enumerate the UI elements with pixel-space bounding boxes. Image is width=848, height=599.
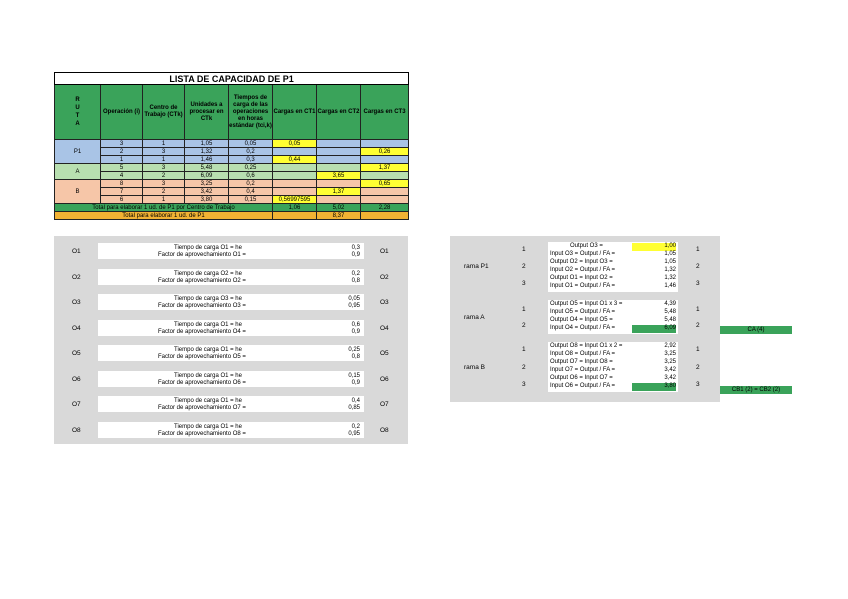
cell-ct: 1: [143, 156, 185, 164]
branch-value: 1,32: [664, 275, 676, 281]
cell-time: 0,25: [229, 164, 273, 172]
step-number: 1: [696, 346, 700, 353]
cell-ct1: [273, 188, 317, 196]
cell-ct: 3: [143, 148, 185, 156]
load-time-label: Tiempo de carga O1 = he: [174, 321, 242, 328]
utilization-label: Factor de aprovechamiento O3 =: [158, 303, 246, 309]
branch-value: 3,25: [664, 359, 676, 365]
utilization-label: Factor de aprovechamiento O7 =: [158, 405, 246, 411]
cell-ct1: 0,56997595: [273, 196, 317, 204]
table-row: [55, 188, 409, 196]
step-number: 1: [522, 306, 526, 313]
cell-op: 1: [101, 156, 143, 164]
branches-panel: [450, 236, 720, 402]
operation-id: O2: [380, 273, 389, 281]
utilization-value: 0,9: [351, 328, 360, 335]
load-time-label: Tiempo de carga O1 = he: [174, 423, 242, 430]
table-row: [55, 180, 409, 188]
operation-id: O7: [72, 401, 81, 408]
step-number: 1: [522, 246, 526, 253]
branch-line: Input O6 = Output / FA =: [550, 383, 616, 389]
cell-ct1: [273, 148, 317, 156]
operation-box: [98, 269, 364, 285]
load-time-label: Tiempo de carga O1 = he: [174, 372, 242, 379]
operation-id: O2: [72, 273, 81, 281]
cell-ct2: [317, 140, 361, 148]
branch-line: Output O7 = Input O8 =: [550, 359, 613, 365]
total-value: 8,37: [317, 212, 361, 220]
utilization-value: 0,85: [348, 405, 360, 411]
cell-ct: 3: [143, 180, 185, 188]
cell-ct3: 1,37: [361, 164, 409, 172]
operation-row: [54, 421, 408, 441]
load-time-label: Tiempo de carga O1 = he: [174, 347, 242, 353]
utilization-label: Factor de aprovechamiento O2 =: [158, 277, 246, 284]
branch-value: 1,32: [664, 267, 676, 273]
branch-value: 2,92: [664, 343, 676, 349]
operation-id: O1: [72, 248, 81, 255]
total-ct1: 1,06: [273, 204, 317, 212]
step-number: 2: [522, 364, 526, 371]
load-time-label: Tiempo de carga O1 = he: [174, 245, 242, 251]
branch-value: 5,48: [664, 309, 676, 315]
cell-op: 6: [101, 196, 143, 204]
header-unidades: Unidades a procesar en CTk: [185, 85, 229, 140]
cell-op: 8: [101, 180, 143, 188]
cell-ct: 2: [143, 172, 185, 180]
step-number: 3: [522, 280, 526, 287]
cell-ct2: [317, 196, 361, 204]
route-label: A: [55, 164, 101, 180]
utilization-label: Factor de aprovechamiento O5 =: [158, 354, 246, 360]
branch-p1-label: rama P1: [464, 263, 489, 270]
branch-value: 1,00: [632, 243, 676, 251]
operation-row: [54, 319, 408, 339]
route-label: B: [55, 180, 101, 204]
table-row: [55, 156, 409, 164]
branch-value: 3,42: [664, 367, 676, 373]
utilization-label: Factor de aprovechamiento O4 =: [158, 328, 246, 335]
table-row: [55, 148, 409, 156]
operation-box: [98, 422, 364, 438]
operation-box: [98, 371, 364, 387]
step-number: 3: [522, 381, 526, 388]
cell-op: 5: [101, 164, 143, 172]
total-ct3: 2,28: [361, 204, 409, 212]
branch-line: Output O6 = Input O7 =: [550, 375, 613, 381]
utilization-value: 0,95: [348, 430, 360, 437]
operation-row: [54, 344, 408, 364]
total-spacer: [273, 212, 317, 220]
utilization-value: 0,8: [351, 277, 360, 284]
cell-ct1: 0,44: [273, 156, 317, 164]
cell-time: 0,6: [229, 172, 273, 180]
branch-line: Output O1 = Input O2 =: [550, 275, 613, 281]
cell-units: 3,25: [185, 180, 229, 188]
step-number: 3: [696, 381, 700, 388]
operation-box: [98, 396, 364, 412]
branch-line: Output O5 = Input O1 x 3 =: [550, 301, 623, 307]
step-number: 2: [696, 364, 700, 371]
step-number: 2: [696, 322, 700, 329]
cell-ct2: [317, 164, 361, 172]
cell-ct1: [273, 164, 317, 172]
cell-ct2: [317, 156, 361, 164]
load-time-value: 0,3: [351, 245, 360, 251]
load-time-label: Tiempo de carga O1 = he: [174, 398, 242, 404]
load-time-label: Tiempo de carga O3 = he: [174, 296, 242, 302]
load-time-label: Tiempo de carga O2 = he: [174, 270, 242, 277]
cell-units: 6,09: [185, 172, 229, 180]
total-ct-row: [55, 204, 409, 212]
cell-time: 0,3: [229, 156, 273, 164]
branch-value: 1,46: [664, 283, 676, 289]
cb-tag: CB1 (2) = CB2 (2): [720, 386, 792, 394]
load-time-value: 0,2: [351, 270, 360, 277]
header-ct3: Cargas en CT3: [361, 85, 409, 140]
branch-value: 1,05: [664, 251, 676, 257]
cell-ct3: 0,26: [361, 148, 409, 156]
cell-ct2: 3,65: [317, 172, 361, 180]
operation-id: O5: [72, 350, 81, 357]
branch-line: Output O4 = Input O5 =: [550, 317, 613, 323]
step-number: 3: [696, 280, 700, 287]
operation-row: [54, 242, 408, 262]
cell-ct: 2: [143, 188, 185, 196]
operation-id: O8: [380, 426, 389, 434]
table-row: [55, 172, 409, 180]
load-time-value: 0,2: [351, 423, 360, 430]
branch-line: Input O7 = Output / FA =: [550, 367, 616, 373]
operation-id: O3: [380, 299, 389, 306]
table-row: [55, 140, 409, 148]
cell-ct2: [317, 180, 361, 188]
cell-ct2: 1,37: [317, 188, 361, 196]
cell-ct3: [361, 196, 409, 204]
header-tiempos: Tiempos de carga de las operaciones en horas estándar (tci,k): [229, 85, 273, 140]
branch-line: Output O8 = Input O1 x 2 =: [550, 343, 623, 349]
load-time-value: 0,25: [348, 347, 360, 353]
table-title: LISTA DE CAPACIDAD DE P1: [55, 73, 409, 85]
branch-line: Output O2 = Input O3 =: [550, 259, 613, 265]
cell-ct: 1: [143, 140, 185, 148]
step-number: 1: [696, 246, 700, 253]
cell-ct3: [361, 172, 409, 180]
total-label: Total para elaborar 1 ud. de P1: [55, 212, 273, 220]
cell-op: 4: [101, 172, 143, 180]
branch-a-label: rama A: [464, 314, 485, 321]
cell-units: 3,42: [185, 188, 229, 196]
cell-ct3: [361, 140, 409, 148]
load-time-value: 0,6: [351, 321, 360, 328]
branch-line: Input O8 = Output / FA =: [550, 351, 616, 357]
branch-value: 5,48: [664, 317, 676, 323]
operation-row: [54, 268, 408, 288]
operation-row: [54, 293, 408, 313]
utilization-label: Factor de aprovechamiento O6 =: [158, 379, 246, 386]
operation-id: O5: [380, 350, 389, 357]
cell-ct3: [361, 188, 409, 196]
load-time-value: 0,4: [351, 398, 360, 404]
cell-ct2: [317, 148, 361, 156]
cell-ct1: [273, 180, 317, 188]
total-ct2: 5,02: [317, 204, 361, 212]
operations-panel: [54, 236, 408, 444]
header-ct1: Cargas en CT1: [273, 85, 317, 140]
header-ruta: R U T A: [55, 85, 101, 140]
operation-id: O4: [72, 324, 81, 332]
operation-id: O3: [72, 299, 81, 306]
step-number: 1: [696, 306, 700, 313]
operation-id: O7: [380, 401, 389, 408]
header-ct2: Cargas en CT2: [317, 85, 361, 140]
branch-line: Input O3 = Output / FA =: [550, 251, 616, 257]
cell-time: 0,4: [229, 188, 273, 196]
cell-units: 3,80: [185, 196, 229, 204]
branch-line: Input O4 = Output / FA =: [550, 325, 616, 331]
operation-id: O6: [380, 375, 389, 383]
operation-id: O6: [72, 375, 81, 383]
branch-line: Input O1 = Output / FA =: [550, 283, 616, 289]
cell-time: 0,2: [229, 148, 273, 156]
header-operacion: Operación (i): [101, 85, 143, 140]
table-row: [55, 164, 409, 172]
cell-ct1: [273, 172, 317, 180]
step-number: 1: [522, 346, 526, 353]
cell-ct1: 0,05: [273, 140, 317, 148]
cell-time: 0,15: [229, 196, 273, 204]
route-label: P1: [55, 140, 101, 164]
ca-tag: CA (4): [720, 326, 792, 334]
utilization-label: Factor de aprovechamiento O8 =: [158, 430, 246, 437]
cell-time: 0,05: [229, 140, 273, 148]
total-ct-label: Total para elaborar 1 ud. de P1 por Centro de Trabajo: [55, 204, 273, 212]
cell-units: 1,05: [185, 140, 229, 148]
operation-id: O4: [380, 324, 389, 332]
total-spacer: [361, 212, 409, 220]
cell-units: 1,32: [185, 148, 229, 156]
cell-ct: 1: [143, 196, 185, 204]
cell-ct3: 0,65: [361, 180, 409, 188]
utilization-value: 0,8: [351, 354, 360, 360]
operation-box: [98, 243, 364, 259]
branch-value: 6,09: [632, 325, 676, 333]
operation-row: [54, 370, 408, 390]
branch-b-label: rama B: [464, 364, 485, 371]
step-number: 2: [522, 263, 526, 270]
branch-value: 3,42: [664, 375, 676, 381]
operation-box: [98, 345, 364, 361]
cell-op: 2: [101, 148, 143, 156]
utilization-value: 0,9: [351, 252, 360, 258]
step-number: 2: [696, 263, 700, 270]
operation-box: [98, 294, 364, 310]
header-centro: Centro de Trabajo (CTk): [143, 85, 185, 140]
load-time-value: 0,15: [348, 372, 360, 379]
capacity-table: [54, 72, 409, 220]
branch-value: 3,80: [632, 383, 676, 391]
branch-value: 4,39: [664, 301, 676, 307]
branch-value: 3,25: [664, 351, 676, 357]
cell-time: 0,2: [229, 180, 273, 188]
branch-line: Output O3 =: [570, 243, 603, 249]
operation-row: [54, 395, 408, 415]
step-number: 2: [522, 322, 526, 329]
cell-units: 5,48: [185, 164, 229, 172]
cell-op: 7: [101, 188, 143, 196]
operation-id: O8: [72, 426, 81, 434]
cell-ct: 3: [143, 164, 185, 172]
utilization-label: Factor de aprovechamiento O1 =: [158, 252, 246, 258]
total-row: [55, 212, 409, 220]
operation-box: [98, 320, 364, 336]
table-row: [55, 196, 409, 204]
load-time-value: 0,05: [348, 296, 360, 302]
branch-line: Input O5 = Output / FA =: [550, 309, 616, 315]
cell-ct3: [361, 156, 409, 164]
branch-line: Input O2 = Output / FA =: [550, 267, 616, 273]
cell-op: 3: [101, 140, 143, 148]
utilization-value: 0,9: [351, 379, 360, 386]
cell-units: 1,46: [185, 156, 229, 164]
utilization-value: 0,95: [348, 303, 360, 309]
branch-value: 1,05: [664, 259, 676, 265]
operation-id: O1: [380, 248, 389, 255]
